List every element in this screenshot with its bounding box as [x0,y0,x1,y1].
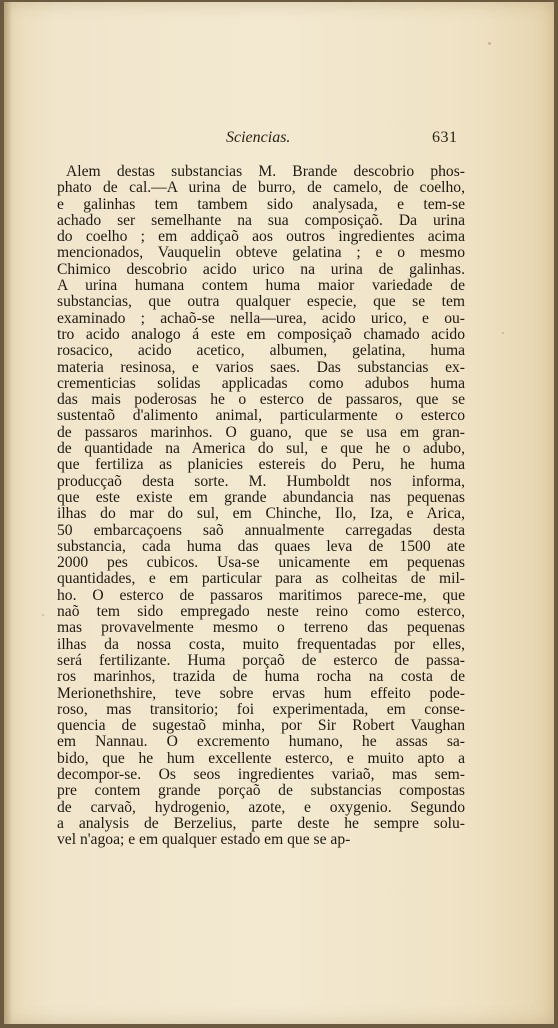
body-text [57,164,465,848]
paper-foxing-spot [488,42,491,45]
text-line: substancias, que outra qualquer especie, que se tem [57,294,465,311]
text-line: Merionethshire, teve sobre ervas hum effeito pode- [57,685,465,702]
text-line: ho. O esterco de passaros maritimos parece-me, que [57,587,465,604]
text-line: ros marinhos, trazida de huma rocha na costa de [57,669,465,686]
text-line: sustentaõ d'alimento animal, particularmente o esterco [57,408,465,425]
text-line: quantidades, e em particular para as colheitas de mil- [57,571,465,588]
text-line: e galinhas tem tambem sido analysada, e tem-se [57,196,465,213]
text-line: que fertiliza as planicies estereis do Peru, he huma [57,457,465,474]
page-number: 631 [432,129,458,146]
page-header [4,129,554,153]
text-line: 50 embarcaçoens saõ annualmente carregadas desta [57,522,465,539]
paper-foxing-spot [502,332,504,334]
text-line: examinado ; achaõ-se nella—urea, acido urico, e ou- [57,310,465,327]
text-line: de passaros marinhos. O guano, que se usa em gran- [57,424,465,441]
text-line: ilhas da nossa costa, muito frequentadas por elles, [57,636,465,653]
text-line: será fertilizante. Huma porçaõ de esterco de passa- [57,652,465,669]
text-line: materia resinosa, e varios saes. Das substancias ex- [57,359,465,376]
text-line: das mais poderosas he o esterco de passaros, que se [57,392,465,409]
text-line: decompor-se. Os seos ingredientes variaõ, mas sem- [57,766,465,783]
text-line: pre contem grande porçaõ de substancias compostas [57,783,465,800]
paper-foxing-spot [42,614,44,616]
text-line: a analysis de Berzelius, parte deste he sempre solu- [57,815,465,832]
text-line: que este existe em grande abundancia nas pequenas [57,489,465,506]
text-line: achado ser semelhante na sua composiçaõ. Da urina [57,212,465,229]
text-line: mencionados, Vauquelin obteve gelatina ; e o mesmo [57,245,465,262]
text-line: producçaõ desta sorte. M. Humboldt nos informa, [57,473,465,490]
text-line: do coelho ; em addiçaõ aos outros ingredientes acima [57,229,465,246]
book-page [4,2,554,1024]
text-line: vel n'agoa; e em qualquer estado em que se ap- [57,832,351,849]
text-line: crementicias solidas applicadas como adubos huma [57,375,465,392]
text-line: quencia de sugestaõ minha, por Sir Robert Vaughan [57,718,465,735]
text-line: rosacico, acido acetico, albumen, gelatina, huma [57,343,465,360]
text-line: 2000 pes cubicos. Usa-se unicamente em pequenas [57,555,465,572]
text-line: tro acido analogo á este em composiçaõ chamado acido [57,326,465,343]
text-line: mas provavelmente mesmo o terreno das pequenas [57,620,465,637]
text-line: Chimico descobrio acido urico na urina de galinhas. [57,261,465,278]
binding-edge [4,2,12,1024]
text-line: em Nannau. O excremento humano, he assas sa- [57,734,465,751]
text-line: de carvaõ, hydrogenio, azote, e oxygenio. Segundo [57,799,465,816]
running-title: Sciencias. [226,129,291,146]
text-line: ilhas do mar do sul, em Chinche, Ilo, Iza, e Arica, [57,506,465,523]
text-line: Alem destas substancias M. Brande descobrio phos- [66,164,465,180]
text-line: roso, mas transitorio; foi experimentada, em conse- [57,701,465,718]
text-line: de quantidade na America do sul, e que he o adubo, [57,441,465,458]
text-line: substancia, cada huma das quaes leva de 1500 ate [57,538,465,555]
text-line: phato de cal.—A urina de burro, de camelo, de coelho, [57,180,465,197]
text-line: naõ tem sido empregado neste reino como esterco, [57,604,465,621]
text-line: A urina humana contem huma maior variedade de [57,278,465,295]
text-line: bido, que he hum excellente esterco, e muito apto a [57,750,465,767]
